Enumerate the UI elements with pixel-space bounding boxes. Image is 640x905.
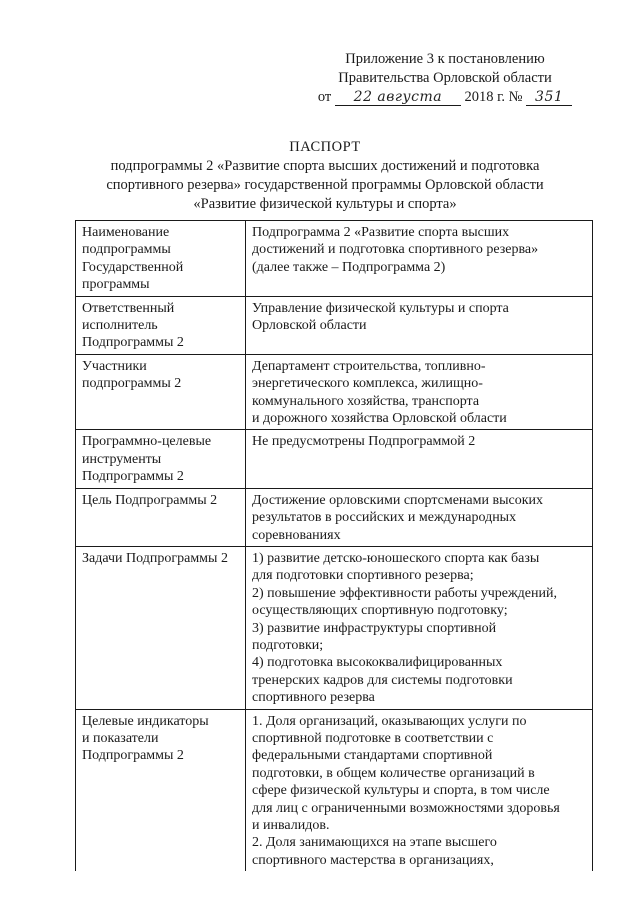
table-row: [76, 430, 593, 488]
table-row: [76, 546, 593, 709]
row-value: Управление физической культуры и спорта Орловской области: [246, 296, 593, 354]
appendix-line-2: Правительства Орловской области: [338, 70, 552, 86]
row-value: Достижение орловскими спортсменами высоких результатов в российских и международных соревнованиях: [246, 488, 593, 546]
table-row: [76, 354, 593, 430]
table-row: [76, 296, 593, 354]
table-row: [76, 709, 593, 871]
row-label: Целевые индикаторы и показатели Подпрограммы 2: [76, 709, 246, 871]
row-label: Задачи Подпрограммы 2: [76, 546, 246, 709]
row-value: Департамент строительства, топливно- энергетического комплекса, жилищно- коммунального хозяйства, транспорта и дорожного хозяйства Орловской области: [246, 354, 593, 430]
passport-subtitle: подпрограммы 2 «Развитие спорта высших достижений и подготовка спортивного резерва» государственной программы Орловской области «Развитие физической культуры и спорта»: [106, 158, 544, 212]
row-label: Цель Подпрограммы 2: [76, 488, 246, 546]
passport-title: ПАСПОРТ: [289, 139, 361, 155]
appendix-date-line: [300, 88, 590, 107]
row-label: Наименование подпрограммы Государственной программы: [76, 221, 246, 297]
passport-title-block: [60, 138, 590, 214]
row-label: Программно-целевые инструменты Подпрограммы 2: [76, 430, 246, 488]
year-text: 2018 г. №: [464, 89, 523, 105]
table-row: [76, 488, 593, 546]
handwritten-number: 351: [526, 89, 572, 106]
row-label: Ответственный исполнитель Подпрограммы 2: [76, 296, 246, 354]
passport-table: [75, 220, 593, 871]
row-value: 1. Доля организаций, оказывающих услуги по спортивной подготовке в соответствии с федеральными стандартами спортивной подготовки, в общем количестве организаций в сфере физической культуры и спорта, в том числе для лиц с ограниченными возможностями здоровья и инвалидов. 2. Доля занимающихся на этапе высшего спортивного мастерства в организациях,: [246, 709, 593, 871]
date-prefix: от: [317, 89, 332, 105]
handwritten-date: 22 августа: [335, 89, 461, 106]
row-label: Участники подпрограммы 2: [76, 354, 246, 430]
appendix-line-1: Приложение 3 к постановлению: [345, 51, 545, 67]
table-row: [76, 221, 593, 297]
row-value: 1) развитие детско-юношеского спорта как базы для подготовки спортивного резерва; 2) повышение эффективности работы учреждений, осуществляющих спортивную подготовку; 3) развитие инфраструктуры спортивной подготовки; 4) подготовка высококвалифицированных тренерских кадров для системы подготовки спортивного резерва: [246, 546, 593, 709]
row-value: Не предусмотрены Подпрограммой 2: [246, 430, 593, 488]
appendix-header: [300, 50, 590, 107]
row-value: Подпрограмма 2 «Развитие спорта высших достижений и подготовка спортивного резерва» (далее также – Подпрограмма 2): [246, 221, 593, 297]
